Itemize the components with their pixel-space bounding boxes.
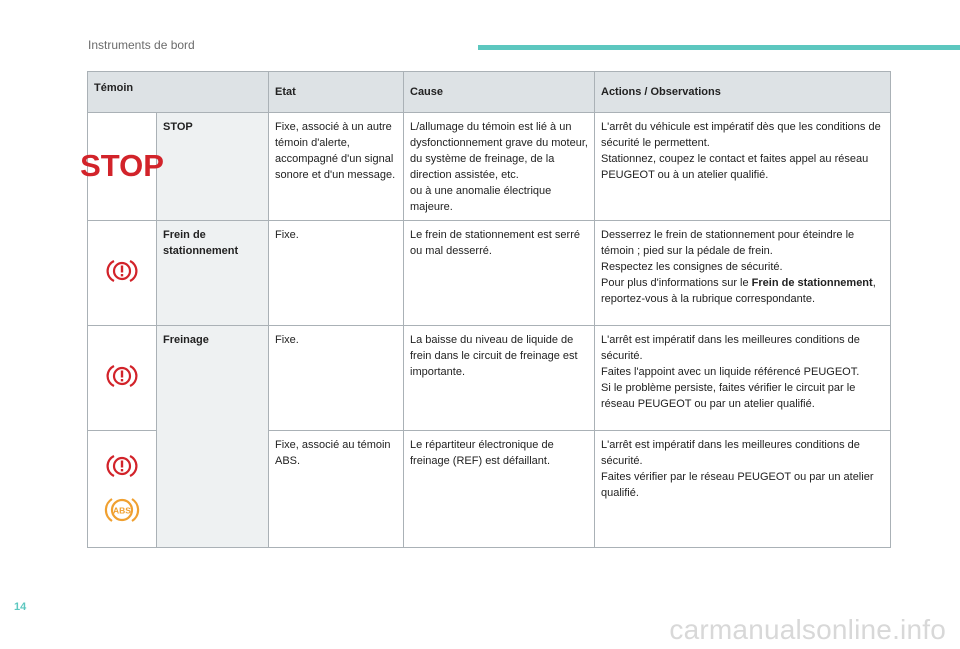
cause-line: ou à une anomalie électrique majeure. bbox=[410, 185, 552, 213]
watermark: carmanualsonline.info bbox=[669, 614, 946, 645]
etat-cell: Fixe. bbox=[269, 326, 404, 431]
state-label: Freinage bbox=[157, 326, 269, 548]
page-number: 14 bbox=[14, 601, 27, 613]
brake-warning-icon bbox=[107, 363, 137, 389]
action-cell bbox=[595, 221, 891, 326]
header-accent-bar bbox=[478, 45, 960, 50]
table-row-stop bbox=[88, 113, 891, 221]
icon-cell bbox=[88, 431, 157, 548]
parking-brake-warning-icon bbox=[107, 258, 137, 284]
action-cell bbox=[595, 431, 891, 548]
action-cell bbox=[595, 113, 891, 221]
etat-cell: Fixe, associé au témoin ABS. bbox=[269, 431, 404, 548]
page-header-title: Instruments de bord bbox=[88, 38, 195, 52]
action-line bbox=[601, 275, 884, 307]
etat-cell: Fixe, associé à un autre témoin d'alerte, accompagné d'un signal sonore et d'un message. bbox=[269, 113, 404, 221]
state-label: STOP bbox=[157, 113, 269, 221]
action-line: Desserrez le frein de stationnement pour éteindre le témoin ; pied sur la pédale de frein. bbox=[601, 229, 855, 257]
abs-warning-icon bbox=[104, 495, 140, 525]
icon-cell bbox=[88, 326, 157, 431]
etat-cell: Fixe. bbox=[269, 221, 404, 326]
cause-cell: Le frein de stationnement est serré ou mal desserré. bbox=[404, 221, 595, 326]
stop-icon-text: STOP bbox=[80, 148, 164, 183]
action-cell bbox=[595, 326, 891, 431]
column-header-etat: Etat bbox=[269, 72, 404, 113]
action-line: L'arrêt est impératif dans les meilleures conditions de sécurité. bbox=[601, 439, 860, 467]
action-line: Faites l'appoint avec un liquide référencé PEUGEOT. bbox=[601, 366, 860, 378]
table-header-row bbox=[88, 72, 891, 113]
cause-cell: La baisse du niveau de liquide de frein dans le circuit de freinage est importante. bbox=[404, 326, 595, 431]
stop-warning-icon bbox=[80, 146, 164, 183]
cause-cell: Le répartiteur électronique de freinage (REF) est défaillant. bbox=[404, 431, 595, 548]
state-label: Frein de stationnement bbox=[157, 221, 269, 326]
column-header-temoin: Témoin bbox=[88, 72, 269, 113]
action-line: Si le problème persiste, faites vérifier le circuit par le réseau PEUGEOT ou par un atelier qualifié. bbox=[601, 382, 856, 410]
column-header-cause: Cause bbox=[404, 72, 595, 113]
brake-warning-icon bbox=[107, 453, 137, 479]
action-line: Faites vérifier par le réseau PEUGEOT ou par un atelier qualifié. bbox=[601, 471, 874, 499]
cause-cell bbox=[404, 113, 595, 221]
icon-cell bbox=[88, 221, 157, 326]
cause-line: L/allumage du témoin est lié à un dysfonctionnement grave du moteur, du système de freinage, de la direction assistée, etc. bbox=[410, 121, 588, 181]
column-header-actions: Actions / Observations bbox=[595, 72, 891, 113]
action-text: Pour plus d'informations sur le bbox=[601, 277, 752, 289]
abs-icon-text: ABS bbox=[113, 505, 131, 516]
action-text: , reportez-vous à la rubrique correspondante. bbox=[601, 277, 876, 305]
action-line: Respectez les consignes de sécurité. bbox=[601, 261, 783, 273]
table-row-braking-1 bbox=[88, 326, 891, 431]
warning-lights-table bbox=[80, 71, 891, 548]
action-line: Stationnez, coupez le contact et faites appel au réseau PEUGEOT ou à un atelier qualifié. bbox=[601, 153, 869, 181]
icon-cell bbox=[80, 113, 164, 221]
table-row-parking-brake bbox=[88, 221, 891, 326]
action-line: L'arrêt est impératif dans les meilleures conditions de sécurité. bbox=[601, 334, 860, 362]
action-bold-ref: Frein de stationnement bbox=[751, 277, 873, 289]
action-line: L'arrêt du véhicule est impératif dès que les conditions de sécurité le permettent. bbox=[601, 121, 881, 149]
